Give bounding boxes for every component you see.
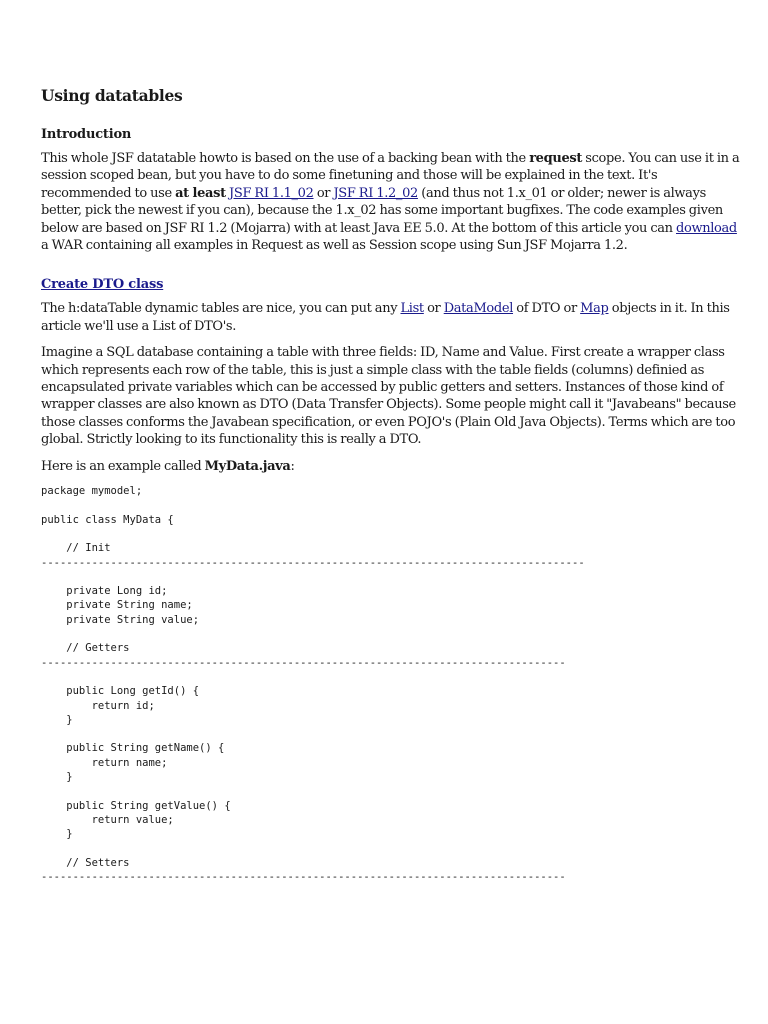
link-jsf-ri-1-2[interactable]: JSF RI 1.2_02	[333, 185, 418, 201]
code-line	[41, 670, 731, 684]
code-line: return value;	[41, 813, 174, 826]
dto-p1-text-2: or	[423, 301, 444, 317]
code-line	[41, 884, 731, 898]
link-download[interactable]: download	[676, 220, 737, 236]
dto-p3-text-2: :	[290, 458, 295, 474]
code-line: // Init	[41, 542, 111, 555]
code-line	[41, 727, 731, 741]
intro-bold-at-least: at least	[175, 185, 226, 201]
code-line	[41, 498, 731, 512]
code-line: }	[41, 771, 73, 784]
code-line: }	[41, 828, 73, 841]
link-jsf-ri-1-1[interactable]: JSF RI 1.1_02	[229, 185, 314, 201]
intro-text-1: This whole JSF datatable howto is based on the use of a backing bean with the	[41, 151, 530, 166]
code-line: private Long id;	[41, 585, 168, 598]
introduction-paragraph	[41, 150, 741, 254]
dto-p1-text-3: of DTO or	[513, 301, 581, 317]
intro-text-5: (and thus not 1.x_01 or older; newer is always better, pick the newest if you can), because the 1.x_02 has some important bugfixes. The code examples given below are based on JSF RI 1.2 (Mojarra) with at least Java EE 5.0. At the bottom of this article you can	[41, 185, 723, 236]
code-line	[41, 784, 731, 798]
code-line: }	[41, 713, 73, 726]
code-line: private String name;	[41, 599, 193, 612]
section-heading-create-dto	[41, 276, 741, 294]
filename-mydata-java: MyData.java	[204, 458, 291, 474]
article	[41, 86, 741, 899]
code-line	[41, 842, 731, 856]
code-line: -----------------------------------------------------------------------------------	[41, 871, 566, 884]
dto-paragraph-2: Imagine a SQL database containing a table with three fields: ID, Name and Value. First create a wrapper class which represents each row of the table, this is just a simple class with the table fields (columns) definied as encapsulated private variables which can be accessed by public getters and setters. Instances of those kind of wrapper classes are also known as DTO (Data Transfer Objects). Some people might call it "Javabeans" because those classes conforms the Javabean specification, or even POJO's (Plain Old Java Objects). Terms which are too global. Strictly looking to its functionality this is really a DTO.	[41, 345, 736, 448]
page-title: Using datatables	[41, 86, 183, 105]
dto-paragraph-1	[41, 300, 741, 335]
code-line: public String getName() {	[41, 742, 225, 755]
dto-paragraph-3	[41, 458, 741, 475]
link-list[interactable]: List	[400, 301, 424, 317]
code-line: public String getValue() {	[41, 799, 231, 812]
code-line: // Getters	[41, 642, 130, 655]
code-line: package mymodel;	[41, 485, 143, 498]
dto-p1-text-4: objects in it. In this article we'll use a List of DTO's.	[41, 301, 730, 334]
code-line	[41, 570, 731, 584]
code-line: return name;	[41, 756, 168, 769]
intro-bold-request: request	[529, 151, 582, 166]
code-line: --------------------------------------------------------------------------------------	[41, 556, 585, 569]
code-line: public Long getId() {	[41, 685, 200, 698]
code-line: return id;	[41, 699, 155, 712]
dto-p3-text-1: Here is an example called	[41, 458, 205, 474]
create-dto-class-link[interactable]: Create DTO class	[41, 277, 164, 293]
code-line: // Setters	[41, 856, 130, 869]
link-map[interactable]: Map	[580, 301, 609, 317]
link-datamodel[interactable]: DataModel	[443, 301, 514, 317]
code-line	[41, 627, 731, 641]
code-line	[41, 527, 731, 541]
code-block	[41, 484, 731, 899]
intro-text-4: or	[313, 185, 334, 201]
code-line: private String value;	[41, 613, 200, 626]
dto-p1-text-1: The h:dataTable dynamic tables are nice, you can put any	[41, 301, 401, 317]
intro-text-2: scope. You can use it in a session scoped bean, but you have to do some finetuning and those will be explained in the text. It's recommended to use	[41, 151, 740, 201]
code-line: -----------------------------------------------------------------------------------	[41, 656, 566, 669]
code-line: public class MyData {	[41, 513, 174, 526]
section-heading-introduction: Introduction	[41, 127, 132, 142]
intro-text-6: a WAR containing all examples in Request as well as Session scope using Sun JSF Mojarra 1.2.	[41, 238, 628, 254]
